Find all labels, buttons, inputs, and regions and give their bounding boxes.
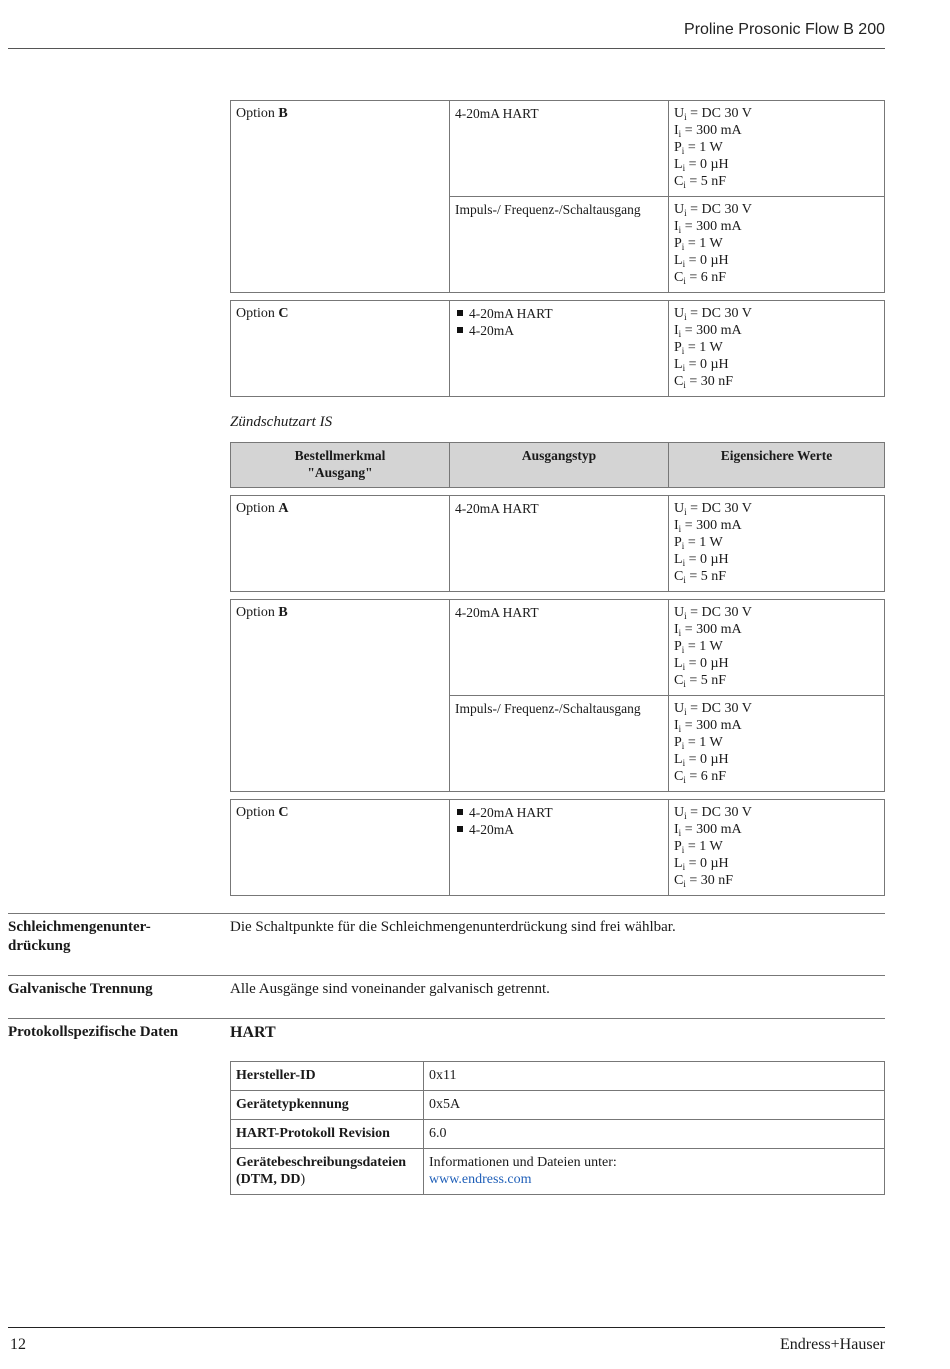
bullet-item: 4-20mA [455, 821, 663, 838]
value-symbol: C [674, 374, 684, 389]
value-symbol: P [674, 140, 682, 155]
option-letter: A [278, 501, 289, 516]
spec-table-header [230, 442, 885, 488]
bullet-item: 4-20mA HART [455, 305, 663, 322]
value-line-p [674, 734, 879, 751]
value-subscript: i [681, 541, 685, 551]
value-text: = 300 mA [681, 822, 742, 837]
value-text: = 300 mA [681, 123, 742, 138]
value-text: = DC 30 V [686, 701, 752, 716]
value-subscript: i [678, 329, 682, 339]
section-divider [8, 975, 885, 976]
value-line-p [674, 838, 879, 855]
value-symbol: I [674, 718, 679, 733]
value-symbol: P [674, 340, 682, 355]
footer-rule [8, 1327, 885, 1328]
endress-website-link[interactable]: www.endress.com [429, 1172, 532, 1187]
section-label-galvanic-isolation: Galvanische Trennung [8, 981, 153, 997]
header-line: "Ausgang" [307, 465, 373, 480]
value-symbol: L [674, 357, 683, 372]
value-line-u [674, 604, 879, 621]
value-line-u [674, 201, 879, 218]
value-symbol: P [674, 639, 682, 654]
value-line-c [674, 173, 879, 190]
hart-data-table [230, 1061, 885, 1195]
output-type-cell [450, 301, 669, 397]
value-subscript: i [681, 346, 685, 356]
value-text: = 5 nF [685, 174, 727, 189]
value-text: = 0 µH [685, 552, 729, 567]
value-symbol: L [674, 157, 683, 172]
output-type-cell [450, 800, 669, 896]
value-text: = 6 nF [685, 769, 727, 784]
value-symbol: C [674, 174, 684, 189]
value-text: = DC 30 V [686, 106, 752, 121]
hart-value-cell: 0x5A [424, 1091, 885, 1120]
value-text: = DC 30 V [686, 605, 752, 620]
value-subscript: i [681, 845, 685, 855]
value-subscript: i [684, 208, 687, 218]
hart-key-paren: ) [300, 1172, 306, 1187]
value-text: = 300 mA [681, 718, 742, 733]
value-subscript: i [678, 724, 682, 734]
value-text: = 1 W [684, 340, 723, 355]
value-symbol: C [674, 569, 684, 584]
hart-key-cell [231, 1149, 424, 1195]
value-line-l [674, 855, 879, 872]
value-line-i [674, 322, 879, 339]
value-text: = 1 W [684, 839, 723, 854]
value-line-u [674, 500, 879, 517]
value-line-u [674, 105, 879, 122]
document-title: Proline Prosonic Flow B 200 [684, 21, 885, 38]
option-letter: C [278, 306, 289, 321]
spec-table-is-option-a [230, 495, 885, 592]
hart-value-cell [424, 1149, 885, 1195]
value-text: = DC 30 V [686, 501, 752, 516]
table-row [231, 1091, 885, 1120]
value-symbol: C [674, 769, 684, 784]
table-row [231, 1149, 885, 1195]
value-symbol: I [674, 822, 679, 837]
value-subscript: i [678, 628, 682, 638]
value-line-c [674, 768, 879, 785]
output-bullet-list [455, 804, 663, 838]
value-line-u [674, 804, 879, 821]
page-number: 12 [10, 1336, 26, 1353]
value-symbol: C [674, 673, 684, 688]
value-subscript: i [684, 112, 687, 122]
value-line-c [674, 872, 879, 889]
option-cell [231, 600, 450, 792]
value-symbol: I [674, 622, 679, 637]
value-symbol: U [674, 106, 685, 121]
value-subscript: i [683, 879, 686, 889]
option-cell [231, 496, 450, 592]
column-header-intrinsic-values: Eigensichere Werte [669, 443, 885, 488]
value-text: = DC 30 V [686, 202, 752, 217]
option-prefix: Option [236, 106, 279, 121]
value-symbol: L [674, 552, 683, 567]
value-subscript: i [684, 312, 687, 322]
value-line-i [674, 218, 879, 235]
output-type-cell: 4-20mA HART [450, 101, 669, 197]
value-symbol: U [674, 501, 685, 516]
value-text: = 0 µH [685, 856, 729, 871]
value-line-c [674, 269, 879, 286]
value-subscript: i [682, 862, 686, 872]
section-caption: Zündschutzart IS [230, 414, 333, 430]
value-text: = 1 W [684, 535, 723, 550]
value-line-p [674, 339, 879, 356]
value-line-l [674, 655, 879, 672]
value-line-c [674, 373, 879, 390]
value-line-i [674, 717, 879, 734]
spec-table-top-option-c [230, 300, 885, 397]
option-prefix: Option [236, 306, 279, 321]
value-subscript: i [681, 242, 685, 252]
output-type-cell: 4-20mA HART [450, 600, 669, 696]
footer-brand: Endress+Hauser [780, 1336, 885, 1353]
value-subscript: i [681, 645, 685, 655]
value-symbol: C [674, 270, 684, 285]
value-line-p [674, 638, 879, 655]
value-text: = 0 µH [685, 656, 729, 671]
section-divider [8, 1018, 885, 1019]
value-subscript: i [682, 558, 686, 568]
value-subscript: i [683, 775, 686, 785]
option-cell [231, 301, 450, 397]
intrinsic-values-cell [669, 301, 885, 397]
intrinsic-values-cell [669, 600, 885, 696]
value-line-i [674, 517, 879, 534]
value-line-c [674, 568, 879, 585]
value-subscript: i [682, 259, 686, 269]
hart-key-line: Gerätebeschreibungsdateien [236, 1155, 407, 1170]
value-subscript: i [683, 575, 686, 585]
hart-key-cell: HART-Protokoll Revision [231, 1120, 424, 1149]
value-subscript: i [678, 129, 682, 139]
value-line-l [674, 551, 879, 568]
value-subscript: i [681, 741, 685, 751]
value-subscript: i [683, 276, 686, 286]
value-symbol: I [674, 123, 679, 138]
value-text: = 1 W [684, 639, 723, 654]
intrinsic-values-cell [669, 800, 885, 896]
bullet-item: 4-20mA [455, 322, 663, 339]
value-subscript: i [682, 363, 686, 373]
value-line-p [674, 235, 879, 252]
hart-key-abbrev: (DTM, DD [236, 1172, 301, 1187]
value-text: = 0 µH [685, 752, 729, 767]
value-text: = 30 nF [685, 873, 734, 888]
value-subscript: i [684, 707, 687, 717]
value-symbol: P [674, 236, 682, 251]
value-line-u [674, 700, 879, 717]
spec-table-top-option-b [230, 100, 885, 293]
value-subscript: i [683, 679, 686, 689]
value-symbol: L [674, 656, 683, 671]
value-text: = 1 W [684, 140, 723, 155]
intrinsic-values-cell [669, 496, 885, 592]
option-prefix: Option [236, 501, 279, 516]
section-text-low-flow-cutoff: Die Schaltpunkte für die Schleichmengenunterdrückung sind frei wählbar. [230, 919, 676, 935]
value-line-l [674, 156, 879, 173]
value-text: = 300 mA [681, 323, 742, 338]
value-subscript: i [682, 163, 686, 173]
value-line-i [674, 122, 879, 139]
spec-table-is-option-c [230, 799, 885, 896]
value-symbol: I [674, 323, 679, 338]
option-prefix: Option [236, 605, 279, 620]
hart-key-line [236, 1171, 418, 1188]
value-symbol: C [674, 873, 684, 888]
column-header-order-feature [231, 443, 450, 488]
value-symbol: P [674, 535, 682, 550]
option-cell [231, 101, 450, 293]
column-header-output-type: Ausgangstyp [450, 443, 669, 488]
output-type-cell: 4-20mA HART [450, 496, 669, 592]
value-symbol: U [674, 701, 685, 716]
value-symbol: L [674, 856, 683, 871]
hart-key-cell: Hersteller-ID [231, 1062, 424, 1091]
value-subscript: i [683, 180, 686, 190]
value-subscript: i [678, 225, 682, 235]
value-text: = 6 nF [685, 270, 727, 285]
option-letter: B [278, 605, 288, 620]
value-text: = DC 30 V [686, 306, 752, 321]
value-text: = 0 µH [685, 157, 729, 172]
value-line-p [674, 139, 879, 156]
option-cell [231, 800, 450, 896]
option-letter: B [278, 106, 288, 121]
hart-key-cell: Gerätetypkennung [231, 1091, 424, 1120]
bullet-item: 4-20mA HART [455, 804, 663, 821]
option-letter: C [278, 805, 289, 820]
output-bullet-list [455, 305, 663, 339]
value-subscript: i [682, 758, 686, 768]
value-symbol: U [674, 306, 685, 321]
value-symbol: I [674, 219, 679, 234]
value-text: = 0 µH [685, 253, 729, 268]
value-subscript: i [681, 146, 685, 156]
hart-value-cell: 6.0 [424, 1120, 885, 1149]
value-line-c [674, 672, 879, 689]
intrinsic-values-cell [669, 696, 885, 792]
value-symbol: U [674, 202, 685, 217]
value-line-i [674, 621, 879, 638]
intrinsic-values-cell [669, 197, 885, 293]
value-text: = 5 nF [685, 569, 727, 584]
value-symbol: U [674, 605, 685, 620]
value-text: = 0 µH [685, 357, 729, 372]
option-prefix: Option [236, 805, 279, 820]
output-type-cell: Impuls-/ Frequenz-/Schaltausgang [450, 197, 669, 293]
value-symbol: L [674, 752, 683, 767]
value-symbol: P [674, 839, 682, 854]
value-text: = 300 mA [681, 622, 742, 637]
hart-value-cell: 0x11 [424, 1062, 885, 1091]
value-text: = 30 nF [685, 374, 734, 389]
table-row [231, 1120, 885, 1149]
header-line: Bestellmerkmal [294, 448, 386, 463]
section-label-line: Schleichmengenunter- [8, 919, 151, 935]
value-text: = DC 30 V [686, 805, 752, 820]
spec-table-is-option-b [230, 599, 885, 792]
value-symbol: P [674, 735, 682, 750]
value-subscript: i [678, 524, 682, 534]
value-symbol: U [674, 805, 685, 820]
section-label-protocol-data: Protokollspezifische Daten [8, 1024, 179, 1040]
value-subscript: i [678, 828, 682, 838]
value-subscript: i [684, 811, 687, 821]
output-type-cell: Impuls-/ Frequenz-/Schaltausgang [450, 696, 669, 792]
value-subscript: i [684, 611, 687, 621]
value-subscript: i [682, 662, 686, 672]
value-line-i [674, 821, 879, 838]
value-text: = 1 W [684, 236, 723, 251]
hart-value-text: Informationen und Dateien unter: [429, 1155, 617, 1170]
section-text-galvanic-isolation: Alle Ausgänge sind voneinander galvanisch getrennt. [230, 981, 550, 997]
section-divider [8, 913, 885, 914]
value-line-l [674, 751, 879, 768]
value-text: = 1 W [684, 735, 723, 750]
value-line-p [674, 534, 879, 551]
value-text: = 300 mA [681, 219, 742, 234]
value-line-u [674, 305, 879, 322]
value-line-l [674, 252, 879, 269]
intrinsic-values-cell [669, 101, 885, 197]
value-line-l [674, 356, 879, 373]
value-symbol: L [674, 253, 683, 268]
value-subscript: i [683, 380, 686, 390]
section-heading-hart: HART [230, 1024, 276, 1041]
header-rule [8, 48, 885, 49]
table-row [231, 1062, 885, 1091]
section-label-low-flow-cutoff [8, 918, 208, 956]
value-symbol: I [674, 518, 679, 533]
value-text: = 300 mA [681, 518, 742, 533]
value-subscript: i [684, 507, 687, 517]
value-text: = 5 nF [685, 673, 727, 688]
section-label-line: drückung [8, 938, 71, 954]
